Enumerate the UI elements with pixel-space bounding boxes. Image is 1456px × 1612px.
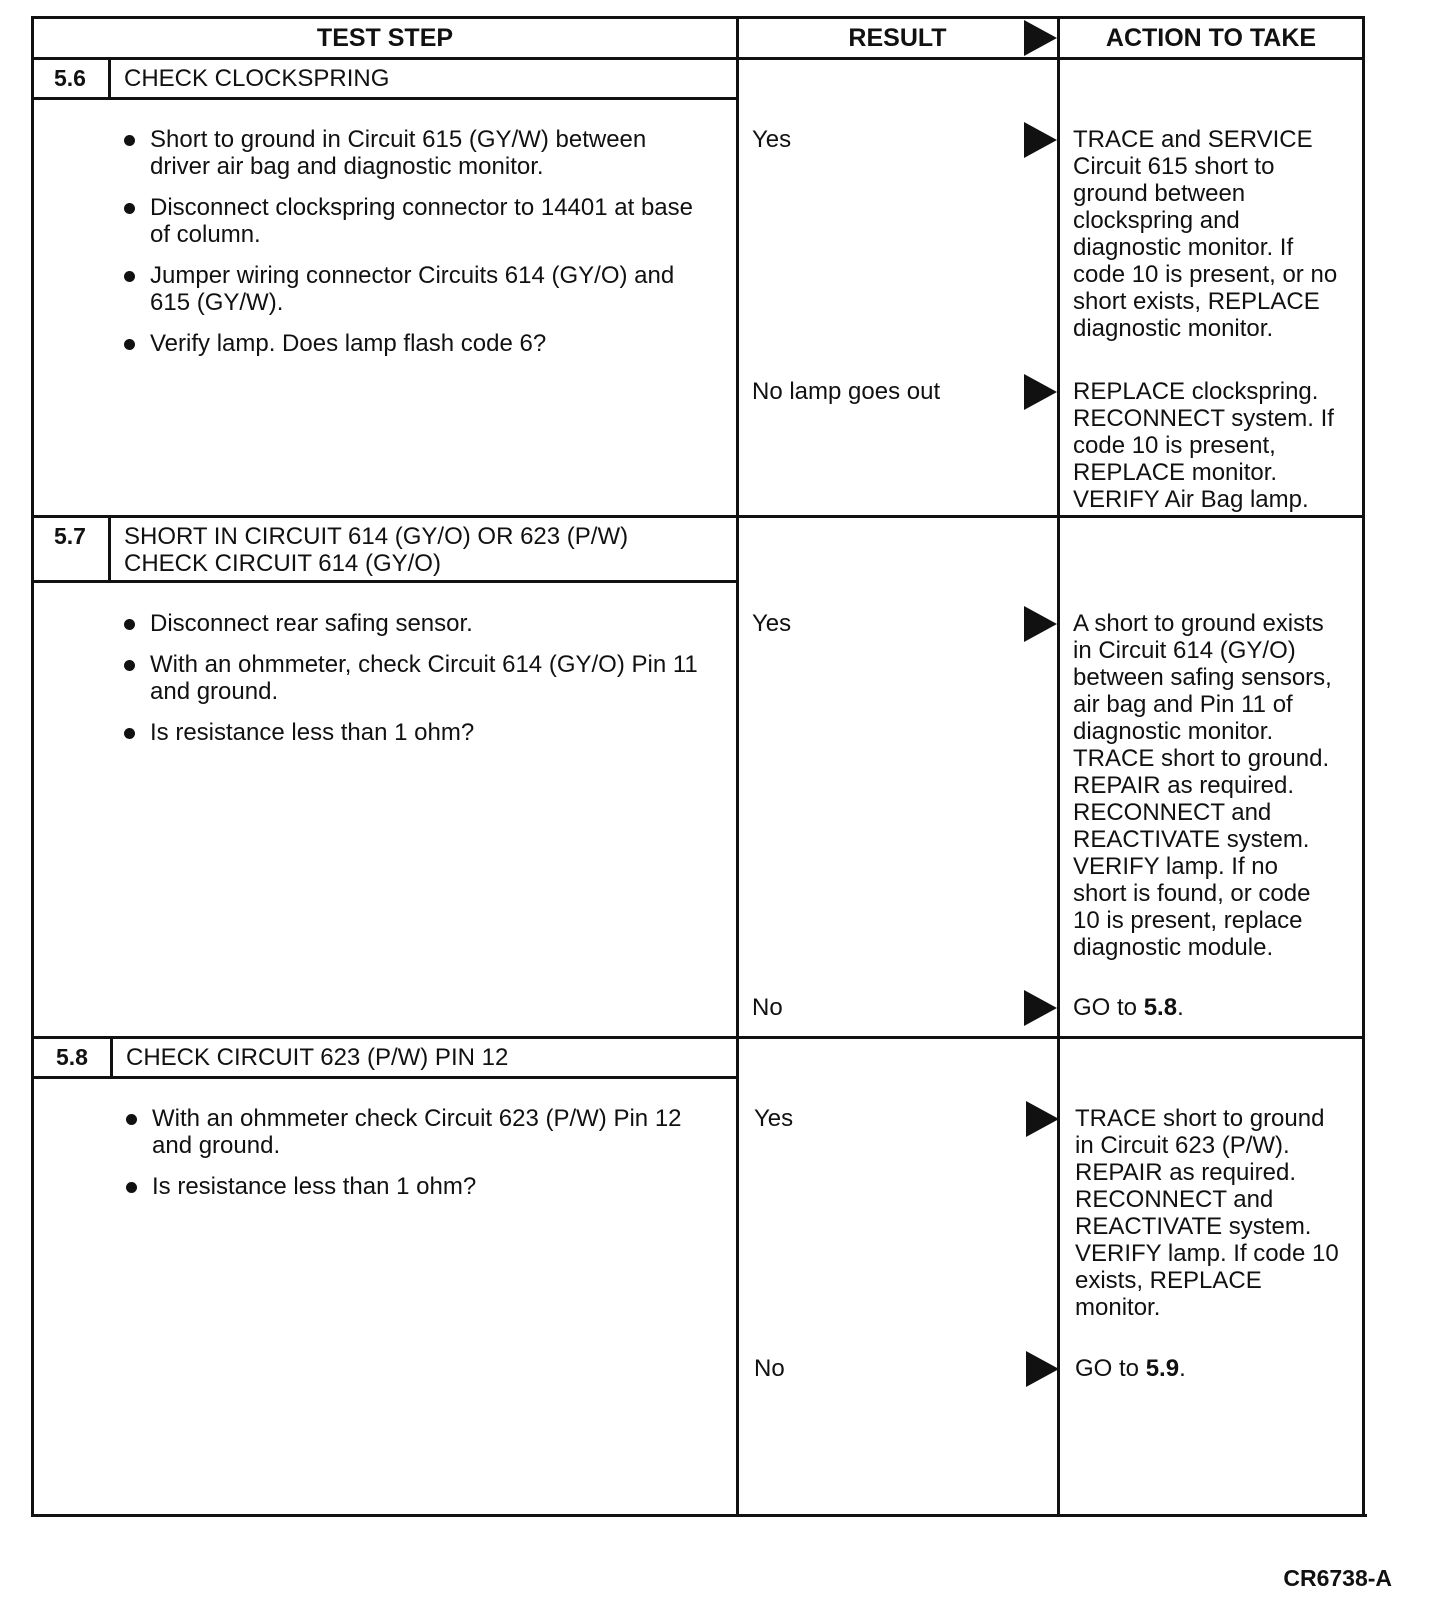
bullet-text: Is resistance less than 1 ohm? [150,719,475,746]
header-action: ACTION TO TAKE [1105,24,1317,52]
table-border-left [31,16,34,1517]
result-arrow-icon [1026,1101,1059,1137]
result-arrow-icon [1024,606,1057,642]
result-label: Yes [754,1105,794,1132]
bullet-text: Jumper wiring connector Circuits 614 (GY/O) and 615 (GY/W). [150,262,675,316]
table-border-right [1362,16,1365,1517]
bullet-icon [124,203,135,214]
step-divider [31,1036,1365,1039]
list-item [124,262,693,316]
action-text: REPLACE clockspring. RECONNECT system. If code 10 is present, REPLACE monitor. VERIFY Air Bag lamp. [1073,378,1334,513]
bullet-text: Disconnect rear safing sensor. [150,610,473,637]
action-suffix: . [1179,1355,1186,1382]
result-label: No [754,1355,785,1382]
figure-id: CR6738-A [1283,1565,1392,1591]
list-item [126,1105,682,1159]
header-test-step: TEST STEP [316,24,454,52]
goto-step-ref: 5.9 [1145,1355,1180,1382]
table-border-bottom [33,1514,1367,1517]
step-bullet-list [126,1105,682,1214]
step-bullet-list [124,126,693,371]
result-label: No lamp goes out [752,378,941,405]
action-prefix: GO to [1073,994,1144,1021]
action-text: A short to ground exists in Circuit 614 (GY/O) between safing sensors, air bag and Pin 11 of diagnostic monitor. TRACE short to ground. REPAIR as required. RECONNECT and REACTIVATE system. VERIFY lamp. If no short is found, or code 10 is present, replace diagnostic module. [1073,610,1332,961]
bullet-icon [124,339,135,350]
column-divider-action [1057,16,1060,1517]
step-number: 5.8 [56,1044,88,1070]
step-number: 5.7 [54,523,86,549]
header-divider [31,57,1365,60]
bullet-text: With an ohmmeter, check Circuit 614 (GY/O) Pin 11 and ground. [150,651,698,705]
bullet-icon [124,728,135,739]
step-title-underline [31,97,737,100]
bullet-icon [124,135,135,146]
header-arrow-icon [1024,20,1057,56]
header-result: RESULT [848,24,947,52]
result-label: Yes [752,126,792,153]
bullet-text: Disconnect clockspring connector to 14401 at base of column. [150,194,693,248]
list-item [124,194,693,248]
step-title-underline [31,580,737,583]
bullet-icon [124,619,135,630]
step-title: SHORT IN CIRCUIT 614 (GY/O) OR 623 (P/W) CHECK CIRCUIT 614 (GY/O) [124,523,629,577]
table-border-top [31,16,1365,19]
action-text: TRACE short to ground in Circuit 623 (P/W). REPAIR as required. RECONNECT and REACTIVATE system. VERIFY lamp. If code 10 exists, REPLACE monitor. [1075,1105,1339,1321]
bullet-icon [126,1182,137,1193]
step-title-underline [33,1076,737,1079]
result-arrow-icon [1024,122,1057,158]
step-title: CHECK CIRCUIT 623 (P/W) PIN 12 [126,1044,509,1071]
bullet-text: Verify lamp. Does lamp flash code 6? [150,330,547,357]
list-item [124,610,698,637]
result-label: Yes [752,610,792,637]
list-item [124,330,693,357]
result-arrow-icon [1026,1351,1059,1387]
result-arrow-icon [1024,374,1057,410]
step-title: CHECK CLOCKSPRING [124,65,390,92]
action-text [1075,1355,1186,1382]
list-item [124,126,693,180]
bullet-icon [124,660,135,671]
result-arrow-icon [1024,990,1057,1026]
bullet-text: Is resistance less than 1 ohm? [152,1173,477,1200]
action-text: TRACE and SERVICE Circuit 615 short to ground between clockspring and diagnostic monitor. If code 10 is present, or no short exists, REPLACE diagnostic monitor. [1073,126,1338,342]
list-item [126,1173,682,1200]
bullet-text: Short to ground in Circuit 615 (GY/W) between driver air bag and diagnostic monitor. [150,126,647,180]
list-item [124,719,698,746]
bullet-text: With an ohmmeter check Circuit 623 (P/W) Pin 12 and ground. [152,1105,682,1159]
action-prefix: GO to [1075,1355,1146,1382]
step-divider [31,515,1365,518]
column-divider-result [736,16,739,1517]
bullet-icon [124,271,135,282]
goto-step-ref: 5.8 [1143,994,1178,1021]
result-label: No [752,994,783,1021]
list-item [124,651,698,705]
action-suffix: . [1177,994,1184,1021]
step-bullet-list [124,610,698,760]
action-text [1073,994,1184,1021]
bullet-icon [126,1114,137,1125]
step-number: 5.6 [54,65,86,91]
